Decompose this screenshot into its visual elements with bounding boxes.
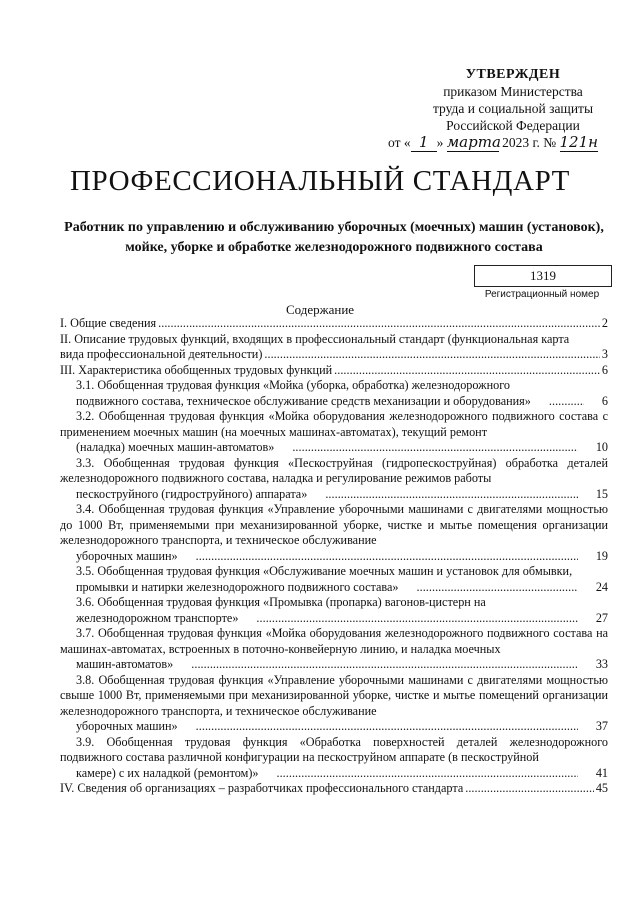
toc-entry[interactable]: [60, 363, 608, 379]
toc-dot-leader: [240, 611, 577, 627]
toc-entry[interactable]: [60, 409, 608, 456]
toc-dot-leader: [175, 657, 578, 673]
toc-dot-leader: [276, 440, 577, 456]
approval-block: [388, 66, 638, 152]
toc-dot-leader: [180, 549, 578, 565]
toc-page-number: 27: [595, 610, 608, 625]
toc-dot-leader: [180, 719, 578, 735]
toc-page-number: 2: [601, 316, 608, 330]
date-mid: »: [436, 135, 444, 150]
toc-page-number: 41: [595, 765, 608, 780]
toc-entry-title: IV. Сведения об организациях – разработчиках профессионального стандарта: [60, 781, 464, 795]
date-year: 2023 г. №: [502, 135, 557, 150]
toc-entry-title: уборочных машин»: [76, 548, 178, 563]
toc-entry-title: (наладка) моечных машин-автоматов»: [76, 440, 275, 454]
toc-entry-text: 3.5. Обобщенная трудовая функция «Обслуживание моечных машин и установок для обмывки,: [76, 564, 573, 578]
toc-page-number: 3: [601, 347, 608, 361]
toc-dot-leader: [158, 316, 600, 332]
toc-entry-text: 3.7. Обобщенная трудовая функция «Мойка оборудования железнодорожного подвижного состава на машинах-автоматах, встроенных в поточно-конвейерную линию, и наладка моечных: [60, 626, 608, 656]
toc-entry-text: II. Описание трудовых функций, входящих в профессиональный стандарт (функциональная карта: [60, 331, 570, 346]
toc-entry-text: 3.9. Обобщенная трудовая функция «Обработка поверхностей деталей железнодорожного подвижного состава различной конфигурации на пескоструйном аппарате (в пескоструйной: [60, 734, 608, 764]
toc-page-number: 6: [601, 393, 608, 408]
toc-entry[interactable]: [60, 735, 608, 782]
toc-entry-title: пескоструйного (гидроструйного) аппарата»: [76, 486, 308, 501]
toc-entry-title: машин-автоматов»: [76, 657, 174, 671]
toc-entry[interactable]: [60, 316, 608, 332]
approval-line: труда и социальной защиты: [432, 101, 594, 116]
toc-entry[interactable]: [60, 673, 608, 735]
approval-line: приказом Министерства: [443, 84, 583, 99]
approval-date-line: [388, 134, 638, 152]
toc-entry-title: уборочных машин»: [76, 719, 178, 733]
toc-page-number: 10: [595, 440, 608, 454]
toc-entry-text: 3.6. Обобщенная трудовая функция «Промывка (пропарка) вагонов-цистерн на: [76, 595, 486, 609]
toc-entry-title: III. Характеристика обобщенных трудовых функций: [60, 362, 333, 377]
toc-entry-text: 3.3. Обобщенная трудовая функция «Пескоструйная (гидропескоструйная) обработка деталей железнодорожного подвижного состава, наладка и регулирование режимов работы: [60, 455, 608, 485]
toc-dot-leader: [260, 766, 577, 782]
toc-heading: Содержание: [285, 302, 355, 317]
handwritten-month: марта: [446, 133, 501, 151]
toc-entry-title: камере) с их наладкой (ремонтом)»: [76, 765, 259, 780]
standard-subtitle: Работник по управлению и обслуживанию уборочных (моечных) машин (установок), мойке, уборке и обработке железнодорожного подвижного состава: [64, 220, 604, 255]
toc-entry[interactable]: [60, 332, 608, 363]
toc-page-number: 37: [595, 719, 608, 733]
toc-entry[interactable]: [60, 502, 608, 564]
toc-entry-text: 3.1. Обобщенная трудовая функция «Мойка (уборка, обработка) железнодорожного: [76, 378, 510, 392]
toc-page-number: 19: [595, 548, 608, 563]
toc-entry-title: вида профессиональной деятельности): [60, 347, 263, 361]
toc-entry-text: 3.2. Обобщенная трудовая функция «Мойка оборудования железнодорожного подвижного состава с применением моечных машин (на моечных машинах-автоматах), текущий ремонт: [60, 409, 608, 439]
toc-dot-leader: [309, 487, 578, 503]
approval-line: Российской Федерации: [446, 118, 580, 133]
toc-entry-title: промывки и натирки железнодорожного подвижного состава»: [76, 579, 399, 594]
toc-entry[interactable]: [60, 564, 608, 595]
toc-entry[interactable]: [60, 378, 608, 409]
toc-entry-text: 3.4. Обобщенная трудовая функция «Управление уборочными машинами с двигателями мощностью до 1000 Вт, применяемыми при механизированной уборке, чистке и мытье помещения организации железнодорожного транспорта, и техническое обслуживание: [60, 502, 608, 547]
handwritten-day: 1: [411, 134, 437, 152]
date-prefix: от «: [388, 135, 411, 150]
toc-dot-leader: [401, 580, 578, 596]
approval-title: УТВЕРЖДЕН: [465, 67, 561, 82]
registration-number-label: Регистрационный номер: [484, 289, 600, 300]
toc-entry[interactable]: [60, 781, 608, 797]
handwritten-order-number: 121н: [559, 133, 599, 151]
registration-number-box: 1319: [474, 265, 612, 287]
toc-entry-title: железнодорожном транспорте»: [76, 610, 239, 625]
toc-page-number: 24: [595, 579, 608, 594]
toc-entry[interactable]: [60, 595, 608, 626]
toc-page-number: 45: [595, 781, 608, 795]
toc-entry-title: I. Общие сведения: [60, 316, 157, 330]
toc-page-number: 6: [601, 362, 608, 377]
toc-dot-leader: [264, 347, 600, 363]
toc-entry[interactable]: [60, 626, 608, 673]
toc-dot-leader: [334, 363, 600, 379]
toc-dot-leader: [465, 781, 594, 797]
document-title: ПРОФЕССИОНАЛЬНЫЙ СТАНДАРТ: [70, 165, 570, 197]
table-of-contents: [60, 316, 608, 797]
toc-entry[interactable]: [60, 456, 608, 503]
toc-entry-title: подвижного состава, техническое обслуживание средств механизации и оборудования»: [76, 393, 531, 408]
toc-dot-leader: [533, 394, 584, 410]
toc-entry-text: 3.8. Обобщенная трудовая функция «Управление уборочными машинами с двигателями мощностью свыше 1000 Вт, применяемыми при механизированной уборке, чистке и мытье помещений организации железнодорожного транспорта, и техническое обслуживание: [60, 672, 608, 718]
toc-page-number: 15: [595, 486, 608, 501]
toc-page-number: 33: [595, 657, 608, 671]
